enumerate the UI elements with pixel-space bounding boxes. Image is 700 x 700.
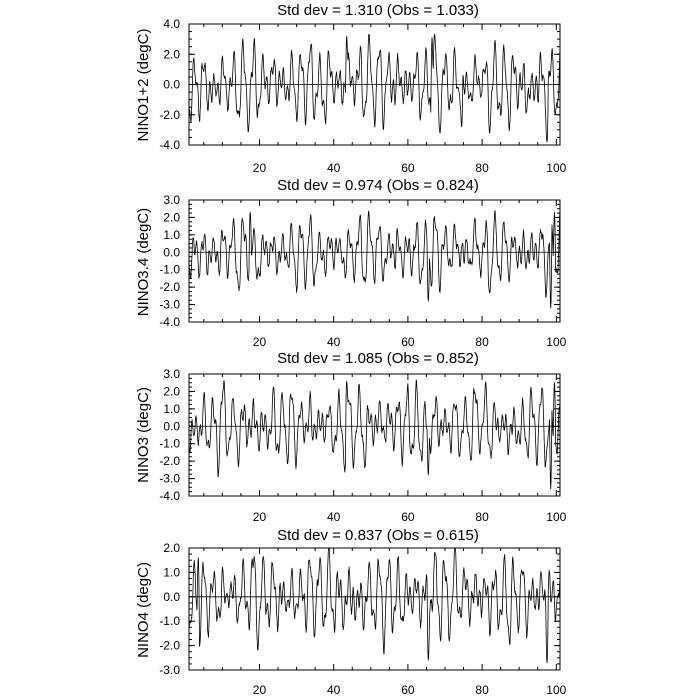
plot-frame [189,548,560,670]
index-series-line [189,34,560,142]
y-tick-label: -2.0 [159,107,180,122]
y-tick-label: 2.0 [163,541,180,555]
y-axis-label: NINO4 (degC) [135,562,152,658]
y-tick-label: 2.0 [163,384,180,399]
y-tick-label: -3.0 [159,663,180,677]
x-tick-label: 40 [327,510,341,524]
y-tick-label: -3.0 [159,297,180,312]
panel-title: Std dev = 1.310 (Obs = 1.033) [277,2,479,19]
x-tick-label: 60 [401,510,415,524]
y-tick-label: -1.0 [159,436,180,451]
y-axis-label: NINO1+2 (degC) [135,28,152,142]
y-tick-label: -4.0 [159,489,180,503]
panel-title: Std dev = 1.085 (Obs = 0.852) [277,350,479,367]
x-tick-label: 100 [546,161,567,175]
x-tick-label: 100 [546,683,567,697]
x-tick-label: 60 [401,161,415,175]
y-tick-label: -4.0 [159,315,180,329]
x-tick-label: 80 [475,161,489,175]
x-tick-label: 40 [327,335,341,349]
y-tick-label: 3.0 [163,367,180,381]
x-tick-label: 100 [546,510,567,524]
y-tick-label: -2.0 [159,454,180,469]
x-tick-label: 80 [475,335,489,349]
y-axis-label: NINO3 (degC) [135,387,152,483]
y-tick-label: 0.0 [163,77,180,92]
x-tick-label: 60 [401,335,415,349]
y-tick-label: 2.0 [163,47,180,62]
y-tick-label: 4.0 [163,17,180,31]
y-tick-label: 3.0 [163,193,180,207]
y-tick-label: 2.0 [163,210,180,225]
x-tick-label: 20 [252,335,267,349]
y-tick-label: 1.0 [163,227,180,242]
y-tick-label: 0.0 [163,245,180,260]
panel-title: Std dev = 0.837 (Obs = 0.615) [277,527,479,544]
panel-nino12 [135,2,567,175]
y-tick-label: -2.0 [159,638,180,653]
panel-nino3 [135,350,567,524]
plot-frame [189,200,560,322]
y-tick-label: -1.0 [159,262,180,277]
y-tick-label: 1.0 [163,401,180,416]
y-axis-label: NINO3.4 (degC) [135,207,152,317]
panel-nino4 [135,527,567,697]
index-series-line [189,380,560,489]
panel-title: Std dev = 0.974 (Obs = 0.824) [277,177,479,194]
y-tick-label: -2.0 [159,280,180,295]
y-tick-label: 0.0 [163,419,180,434]
y-tick-label: -3.0 [159,471,180,486]
x-tick-label: 60 [401,683,415,697]
index-series-line [189,209,560,308]
x-tick-label: 40 [327,683,341,697]
x-tick-label: 40 [327,161,341,175]
panel-nino34 [135,177,567,349]
x-tick-label: 80 [475,683,489,697]
y-tick-label: 0.0 [163,589,180,604]
x-tick-label: 80 [475,510,489,524]
x-tick-label: 20 [252,683,267,697]
x-tick-label: 20 [252,161,267,175]
index-series-line [189,548,560,663]
x-tick-label: 20 [252,510,267,524]
x-tick-label: 100 [546,335,567,349]
y-tick-label: -1.0 [159,614,180,629]
y-tick-label: 1.0 [163,565,180,580]
y-tick-label: -4.0 [159,138,180,152]
